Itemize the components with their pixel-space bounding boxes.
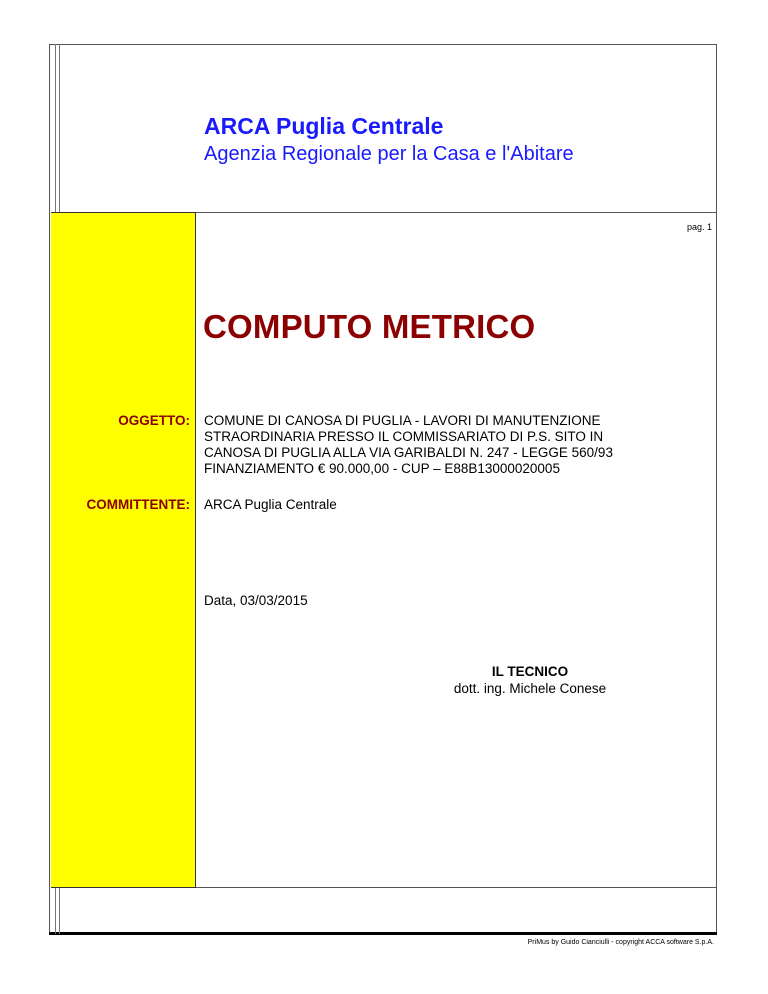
document-date: Data, 03/03/2015 bbox=[204, 593, 308, 608]
tecnico-name: dott. ing. Michele Conese bbox=[453, 681, 607, 696]
organization-name: ARCA Puglia Centrale bbox=[204, 113, 444, 139]
left-margin-line-bottom bbox=[59, 888, 60, 934]
document-title: COMPUTO METRICO bbox=[203, 308, 536, 345]
left-margin-line-top bbox=[59, 44, 60, 212]
oggetto-line: FINANZIAMENTO € 90.000,00 - CUP – E88B13000020005 bbox=[204, 461, 560, 476]
oggetto-value bbox=[204, 413, 613, 477]
agency-name: Agenzia Regionale per la Casa e l'Abitare bbox=[204, 143, 574, 165]
oggetto-line: CANOSA DI PUGLIA ALLA VIA GARIBALDI N. 247 - LEGGE 560/93 bbox=[204, 445, 613, 460]
oggetto-label: OGGETTO: bbox=[118, 413, 190, 428]
committente-label: COMMITTENTE: bbox=[86, 497, 190, 512]
footer-copyright: PriMus by Guido Cianciulli - copyright ACCA software S.p.A. bbox=[527, 939, 714, 946]
oggetto-line: STRAORDINARIA PRESSO IL COMMISSARIATO DI P.S. SITO IN bbox=[204, 429, 604, 444]
page-number: pag. 1 bbox=[686, 222, 712, 232]
footer-divider bbox=[196, 887, 717, 888]
committente-value: ARCA Puglia Centrale bbox=[204, 497, 337, 512]
yellow-sidebar bbox=[51, 212, 196, 888]
frame-bottom-border bbox=[49, 932, 717, 935]
tecnico-title: IL TECNICO bbox=[491, 664, 569, 679]
tecnico-block bbox=[440, 663, 620, 697]
header-divider bbox=[196, 212, 717, 213]
oggetto-line: COMUNE DI CANOSA DI PUGLIA - LAVORI DI MANUTENZIONE bbox=[204, 413, 601, 428]
